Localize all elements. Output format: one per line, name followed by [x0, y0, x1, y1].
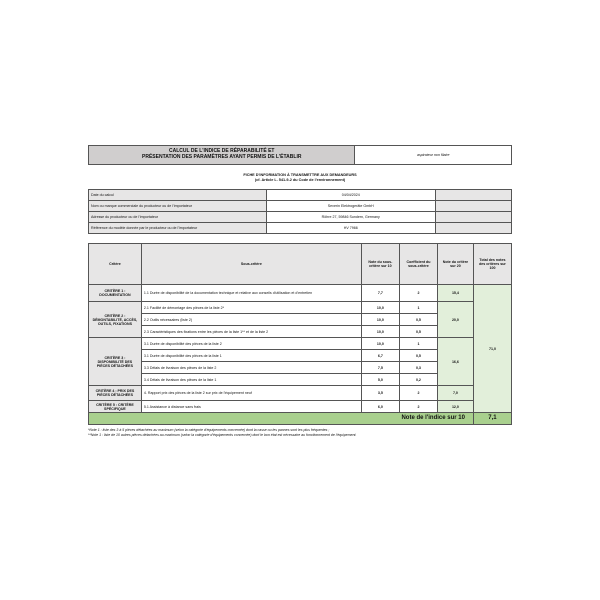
- subcriterion-note: 10,0: [361, 326, 399, 338]
- score-table: [88, 243, 512, 425]
- subcriterion-coef: 2: [399, 285, 437, 302]
- subcriterion-label: 2.1 Facilité de démontage des pièces de la liste 2*: [141, 302, 361, 314]
- info-spacer: [435, 190, 511, 201]
- document-title: [89, 146, 355, 165]
- info-row: [89, 212, 512, 223]
- subcriterion-coef: 1: [399, 338, 437, 350]
- criterion-name: CRITÈRE 3 : DISPONIBILITÉ DES PIÈCES DÉTACHÉES: [89, 338, 142, 386]
- product-type: aspirateur non filaire: [355, 146, 512, 165]
- col-note-critere: Note du critère sur 20: [437, 244, 473, 285]
- subcriterion-coef: 2: [399, 401, 437, 413]
- title-line-1: CALCUL DE L'INDICE DE RÉPARABILITÉ ET: [169, 148, 275, 155]
- subcriterion-note: 7,7: [361, 285, 399, 302]
- subcriterion-note: 10,0: [361, 338, 399, 350]
- score-header-row: [89, 244, 512, 285]
- subcriterion-label: 5.1 Assistance à distance sans frais: [141, 401, 361, 413]
- total-score: 71,0: [473, 285, 511, 413]
- info-label: Référence du modèle donnée par le producteur ou de l'importateur: [89, 223, 267, 234]
- info-spacer: [435, 212, 511, 223]
- info-value: HV 7966: [266, 223, 435, 234]
- subcriterion-coef: 0,5: [399, 314, 437, 326]
- subcriterion-coef: 2: [399, 386, 437, 401]
- subcriterion-label: 4. Rapport prix des pièces de la liste 2 sur prix de l'équipement neuf: [141, 386, 361, 401]
- title-line-2: PRÉSENTATION DES PARAMÈTRES AYANT PERMIS DE L'ÉTABLIR: [142, 154, 302, 160]
- info-spacer: [435, 223, 511, 234]
- subcriterion-note: 5,0: [361, 374, 399, 386]
- criterion-score: 12,0: [437, 401, 473, 413]
- info-label: Date du calcul: [89, 190, 267, 201]
- final-row: [89, 413, 512, 425]
- subcriterion-coef: 1: [399, 302, 437, 314]
- info-label: Adresse du producteur ou de l'importateur: [89, 212, 267, 223]
- subcriterion-coef: 0,3: [399, 362, 437, 374]
- fiche-line-2: (cf. Article L. 541-9-2 du Code de l'environnement): [254, 178, 346, 183]
- subcriterion-note: 6,7: [361, 350, 399, 362]
- info-row: [89, 201, 512, 212]
- criterion-score: 15,4: [437, 285, 473, 302]
- subcriterion-note: 10,0: [361, 302, 399, 314]
- table-row: [89, 285, 512, 302]
- criterion-name: CRITÈRE 2 : DÉMONTABILITÉ, ACCÈS, OUTILS, FIXATIONS: [89, 302, 142, 338]
- footnotes: [88, 428, 512, 438]
- final-index-label: Note de l'indice sur 10: [89, 413, 474, 425]
- fiche-heading: [88, 173, 512, 183]
- subcriterion-label: 2.2 Outils nécessaires (liste 2): [141, 314, 361, 326]
- subcriterion-label: 1.1 Durée de disponibilité de la documentation technique et relative aux conseils d'utilisation et d'entretien: [141, 285, 361, 302]
- col-coef: Coefficient du sous-critère: [399, 244, 437, 285]
- subcriterion-note: 7,5: [361, 362, 399, 374]
- col-critere: Critère: [89, 244, 142, 285]
- info-value: 04/04/2024: [266, 190, 435, 201]
- criterion-score: 16,6: [437, 338, 473, 386]
- subcriterion-note: 6,0: [361, 401, 399, 413]
- fiche-line-1: FICHE D'INFORMATION À TRANSMETTRE AUX DEMANDEURS: [243, 173, 357, 177]
- final-index-value: 7,1: [473, 413, 511, 425]
- footnote-1: *Note 1 : liste des 3 à 5 pièces détachées au maximum (selon la catégorie d'équipements concernée) dont la casse ou les pannes sont les plus fréquentes ;: [88, 428, 330, 433]
- repairability-sheet: [88, 145, 512, 438]
- info-value: Röhre 27, 59846 Sundern, Germany: [266, 212, 435, 223]
- header-table: [88, 145, 512, 165]
- info-value: Severin Elektrogeräte GmbH: [266, 201, 435, 212]
- table-row: [89, 302, 512, 314]
- subcriterion-label: 3.1 Durée de disponibilité des pièces de la liste 2: [141, 338, 361, 350]
- subcriterion-note: 3,5: [361, 386, 399, 401]
- info-table: [88, 189, 512, 234]
- subcriterion-coef: 0,5: [399, 326, 437, 338]
- col-note-sous: Note du sous-critère sur 10: [361, 244, 399, 285]
- criterion-score: 7,0: [437, 386, 473, 401]
- subcriterion-label: 3.4 Délais de livraison des pièces de la liste 1: [141, 374, 361, 386]
- subcriterion-label: 2.3 Caractéristiques des fixations entre les pièces de la liste 1** et de la liste 2: [141, 326, 361, 338]
- info-label: Nom ou marque commerciale du producteur ou de l'importateur: [89, 201, 267, 212]
- footnote-2: **Note 1 : liste de 10 autres pièces détachées au maximum (selon la catégorie d'équipements concernée) dont le bon état est nécessaire au fonctionnement de l'équipement.: [88, 433, 357, 438]
- subcriterion-label: 3.3 Délais de livraison des pièces de la liste 2: [141, 362, 361, 374]
- subcriterion-note: 10,0: [361, 314, 399, 326]
- subcriterion-label: 3.1 Durée de disponibilité des pièces de la liste 1: [141, 350, 361, 362]
- subcriterion-coef: 0,2: [399, 374, 437, 386]
- info-row: [89, 190, 512, 201]
- info-spacer: [435, 201, 511, 212]
- table-row: [89, 338, 512, 350]
- table-row: [89, 386, 512, 401]
- info-row: [89, 223, 512, 234]
- criterion-name: CRITÈRE 5 : CRITÈRE SPÉCIFIQUE: [89, 401, 142, 413]
- col-total: Total des notes des critères sur 100: [473, 244, 511, 285]
- criterion-score: 20,0: [437, 302, 473, 338]
- table-row: [89, 401, 512, 413]
- criterion-name: CRITÈRE 4 : PRIX DES PIÈCES DÉTACHÉES: [89, 386, 142, 401]
- criterion-name: CRITÈRE 1 : DOCUMENTATION: [89, 285, 142, 302]
- col-sous-critere: Sous-critère: [141, 244, 361, 285]
- subcriterion-coef: 0,5: [399, 350, 437, 362]
